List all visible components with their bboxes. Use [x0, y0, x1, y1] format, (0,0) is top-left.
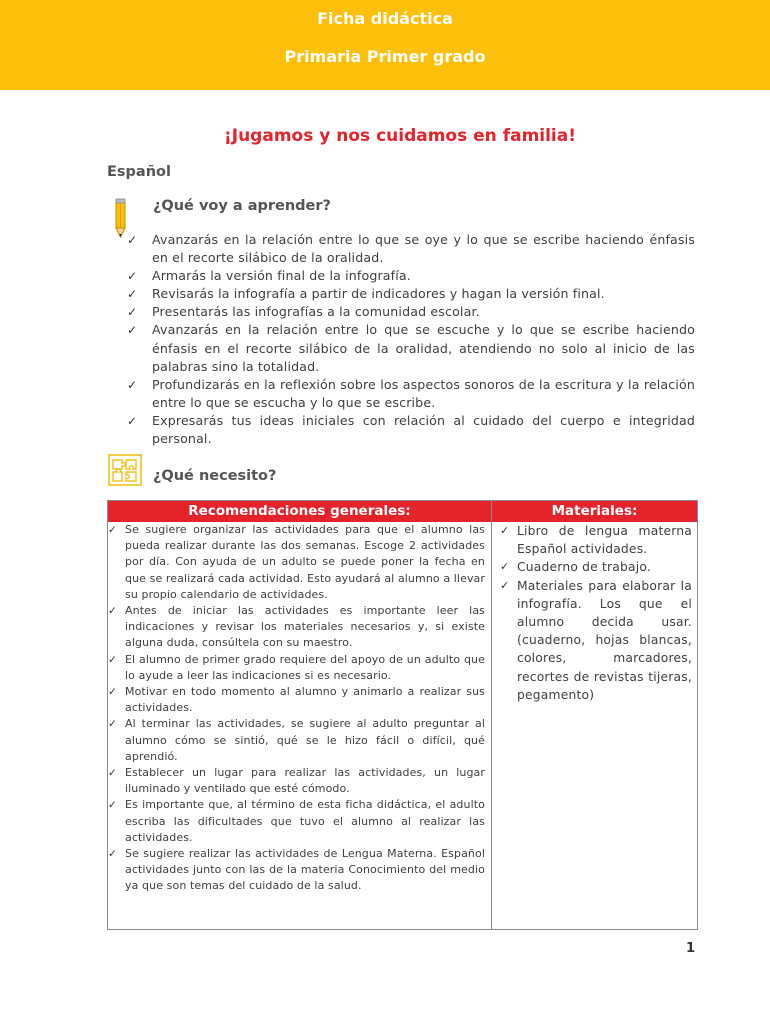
column-divider: [491, 501, 492, 929]
page-number: 1: [686, 941, 696, 956]
learn-item: ✓ Avanzarás en la relación entre lo que se oye y lo que se escribe haciendo énfasis en el recorte silábico de la oralidad.: [127, 232, 695, 266]
puzzle-icon: [108, 454, 142, 486]
check-icon: ✓: [127, 413, 138, 428]
check-icon: ✓: [108, 653, 117, 666]
learn-item: ✓ Armarás la versión final de la infografía.: [127, 267, 695, 285]
check-icon: ✓: [500, 578, 510, 592]
check-icon: ✓: [127, 233, 138, 247]
material-item: ✓ Cuaderno de trabajo.: [500, 558, 692, 576]
check-icon: ✓: [108, 767, 117, 780]
learn-item: ✓ Presentarás las infografías a la comunidad escolar.: [127, 303, 695, 321]
materials-list: [500, 522, 692, 704]
check-icon: ✓: [500, 560, 510, 574]
check-icon: ✓: [500, 524, 510, 537]
header-subtitle: Primaria Primer grado: [284, 47, 486, 66]
check-icon: ✓: [127, 305, 138, 320]
learn-item: ✓ Revisarás la infografía a partir de indicadores y hagan la versión final.: [127, 285, 695, 303]
learn-item: ✓ Profundizarás en la reflexión sobre los aspectos sonoros de la escritura y la relación entre lo que se escucha y lo que se escribe.: [127, 376, 695, 410]
check-icon: ✓: [108, 848, 117, 861]
recommendation-item: ✓ Es importante que, al término de esta ficha didáctica, el adulto escriba las dificultades que tuvo el alumno al realizar las actividades.: [108, 798, 485, 844]
material-item: ✓ Libro de lengua materna Español actividades.: [500, 524, 692, 557]
check-icon: ✓: [127, 269, 138, 284]
check-icon: ✓: [108, 718, 117, 731]
recommendations-list: [108, 522, 485, 895]
recommendation-item: ✓ Se sugiere realizar las actividades de Lengua Materna. Español actividades junto con las de la materia Conocimiento del medio ya que son temas del cuidado de la salud.: [108, 847, 485, 893]
learn-item: ✓ Expresarás tus ideas iniciales con relación al cuidado del cuerpo e integridad personal.: [127, 412, 695, 447]
check-icon: ✓: [127, 377, 138, 392]
check-icon: ✓: [127, 287, 138, 302]
recommendation-item: ✓ Establecer un lugar para realizar las actividades, un lugar iluminado y ventilado que esté cómodo.: [108, 766, 485, 796]
learn-item: ✓ Avanzarás en la relación entre lo que se escuche y lo que se escribe haciendo énfasis en el recorte silábico de la oralidad, atendiendo no solo al inicio de las palabras sino la totalidad.: [127, 322, 695, 374]
check-icon: ✓: [108, 605, 117, 618]
check-icon: ✓: [127, 323, 138, 338]
learn-list: [127, 231, 695, 448]
recommendation-item: ✓ Al terminar las actividades, se sugiere al adulto preguntar al alumno cómo se sintió, qué se le hizo fácil o difícil, qué aprendió.: [108, 717, 485, 763]
recommendation-item: ✓ El alumno de primer grado requiere del apoyo de un adulto que lo ayude a leer las indicaciones si es necesario.: [108, 652, 485, 682]
materials-header: Materiales:: [492, 501, 697, 522]
recommendation-item: ✓ Se sugiere organizar las actividades para que el alumno las pueda realizar durante las dos semanas. Escoge 2 actividades por día. Con ayuda de un adulto se puede poner la fecha en que se realizará cada actividad. Esto ayudará al alumno a llevar su propio calendario de actividades.: [108, 523, 486, 601]
check-icon: ✓: [108, 686, 117, 699]
recommendations-table: [107, 500, 698, 930]
subject-heading: Español: [107, 164, 171, 180]
page-title: ¡Jugamos y nos cuidamos en familia!: [224, 126, 576, 146]
recommendation-item: ✓ Antes de iniciar las actividades es importante leer las indicaciones y revisar los materiales necesarios y, si existe alguna duda, consúltela con su maestro.: [108, 604, 485, 650]
recommendation-item: ✓ Motivar en todo momento al alumno y animarlo a realizar sus actividades.: [108, 685, 485, 715]
need-heading: ¿Qué necesito?: [153, 468, 277, 484]
header-title: Ficha didáctica: [317, 9, 453, 28]
recommendations-header: Recomendaciones generales:: [108, 501, 491, 522]
check-icon: ✓: [108, 799, 117, 812]
header-banner: [0, 0, 770, 90]
material-item: ✓ Materiales para elaborar la infografía. Los que el alumno decida usar. (cuaderno, hojas blancas, colores, marcadores, recortes de revistas tijeras, pegamento): [500, 578, 692, 702]
check-icon: ✓: [108, 524, 117, 536]
learn-heading: ¿Qué voy a aprender?: [153, 198, 331, 214]
